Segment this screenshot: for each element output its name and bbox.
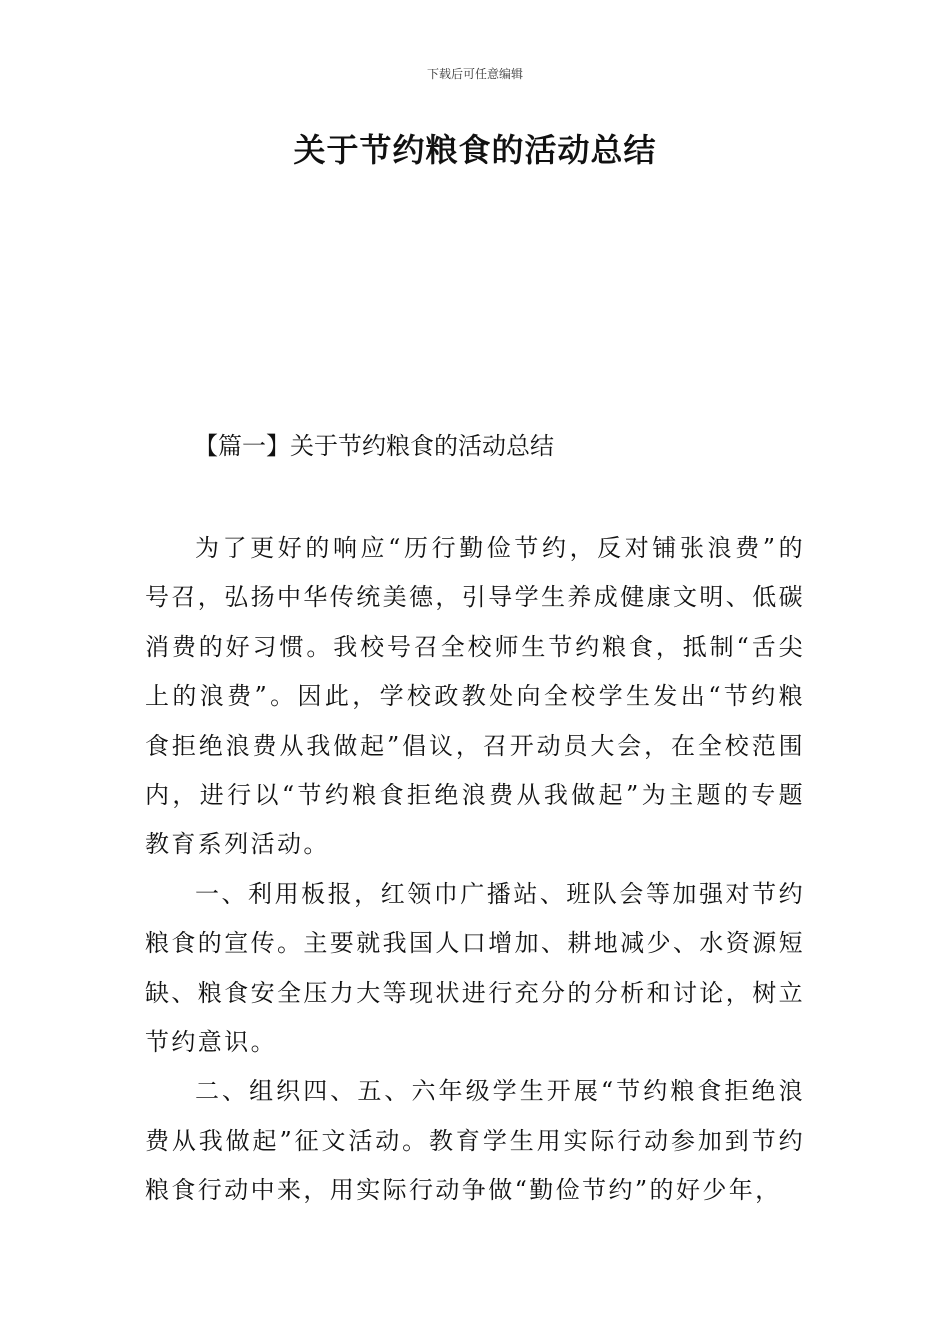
paragraph-item-two: 二、组织四、五、六年级学生开展“节约粮食拒绝浪费从我做起”征文活动。教育学生用实际行动参加到节约粮食行动中来，用实际行动争做“勤俭节约”的好少年， xyxy=(145,1077,805,1205)
header-note: 下载后可任意编辑 xyxy=(426,67,523,81)
paragraph-item-one: 一、利用板报，红领巾广播站、班队会等加强对节约粮食的宣传。主要就我国人口增加、耕地减少、水资源短缺、粮食安全压力大等现状进行充分的分析和讨论，树立节约意识。 xyxy=(145,879,805,1057)
document-title: 关于节约粮食的活动总结 xyxy=(293,131,657,169)
section-heading: 【篇一】关于节约粮食的活动总结 xyxy=(194,432,554,460)
document-body xyxy=(145,524,805,1216)
paragraph-intro: 为了更好的响应“历行勤俭节约，反对铺张浪费”的号召，弘扬中华传统美德，引导学生养成健康文明、低碳消费的好习惯。我校号召全校师生节约粮食，抵制“舌尖上的浪费”。因此，学校政教处向全校学生发出“节约粮食拒绝浪费从我做起”倡议，召开动员大会，在全校范围内，进行以“节约粮食拒绝浪费从我做起”为主题的专题教育系列活动。 xyxy=(145,534,805,859)
